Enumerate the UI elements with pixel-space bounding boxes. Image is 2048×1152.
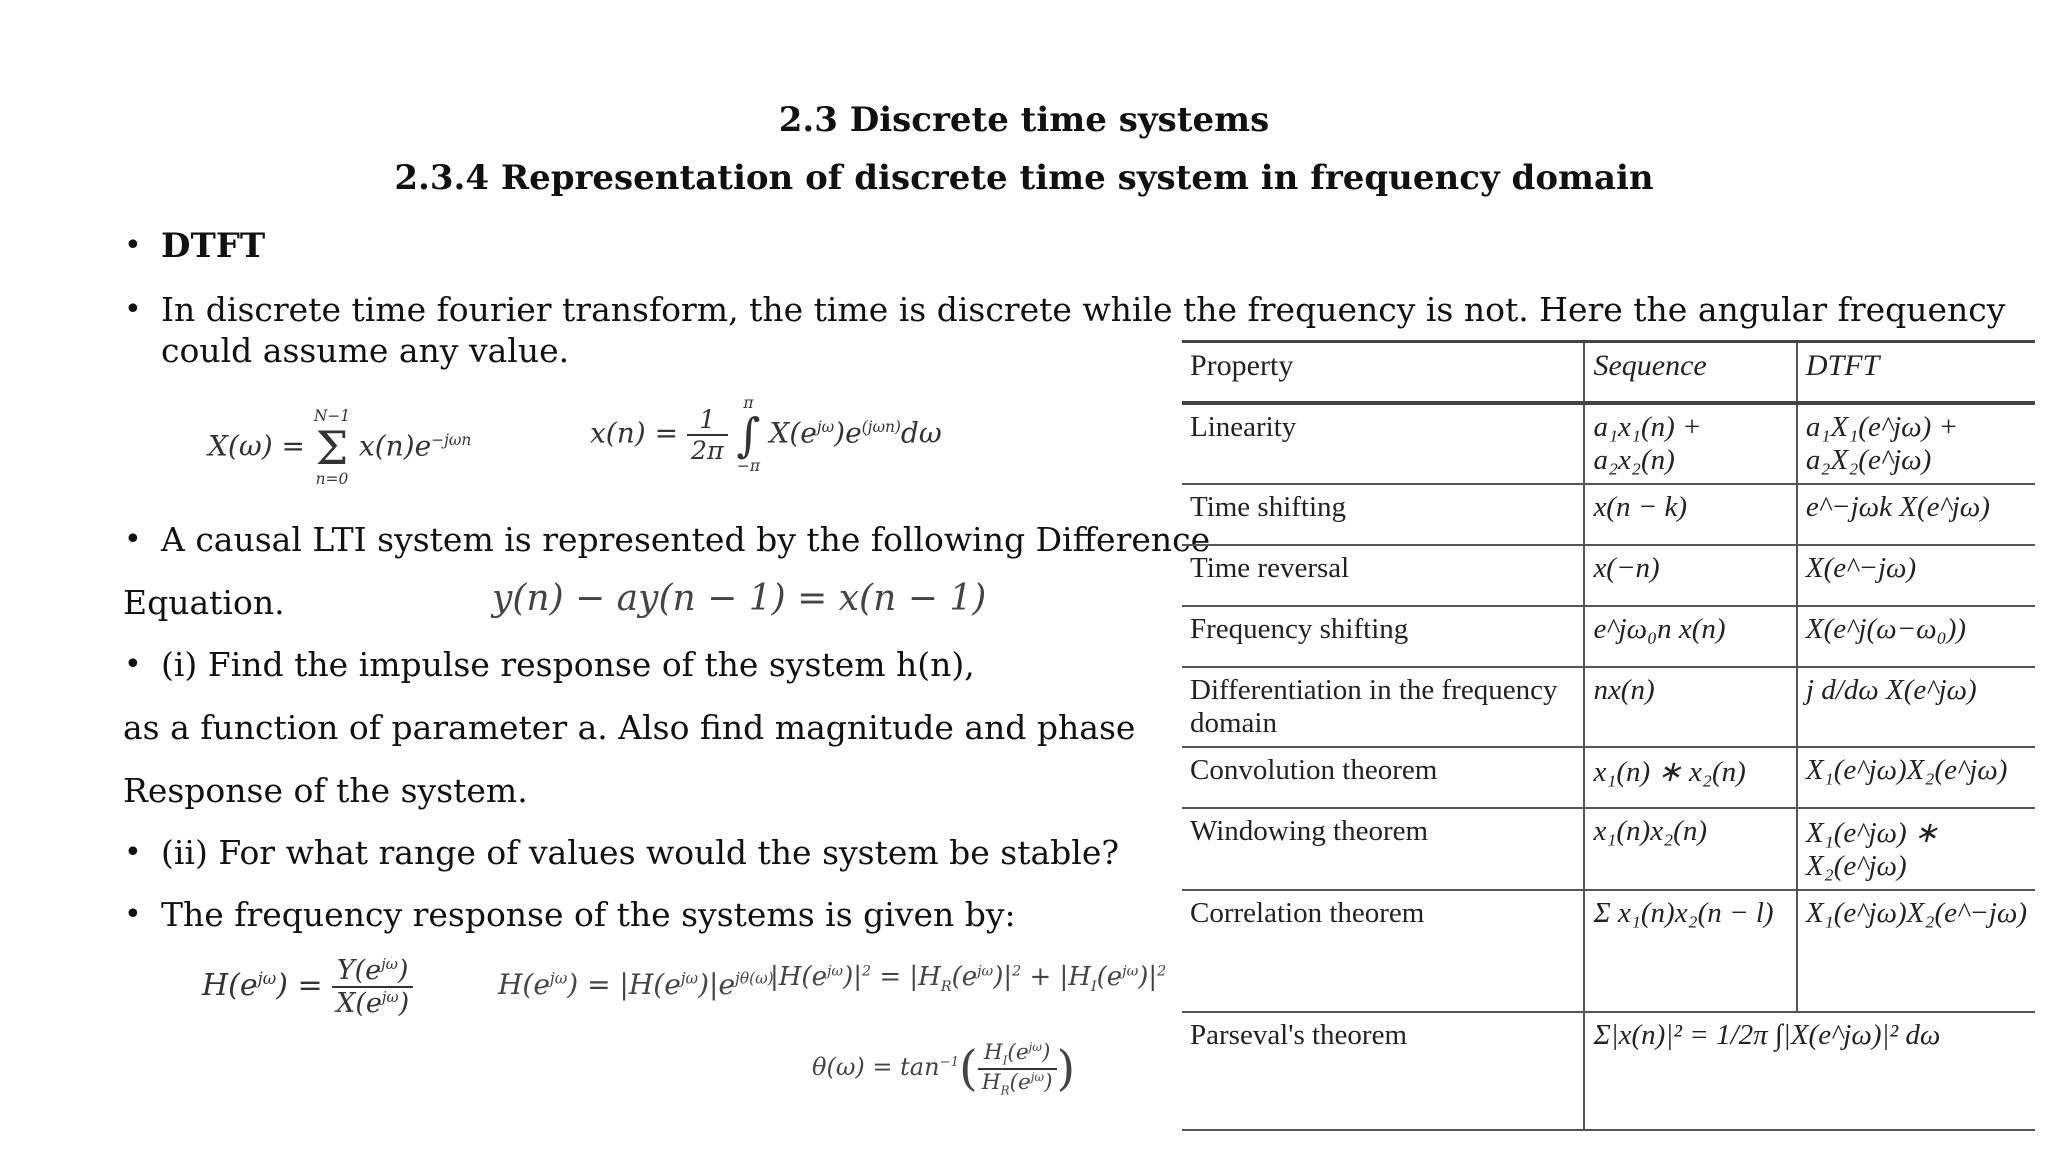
sequence-cell: nx(n) xyxy=(1584,667,1796,747)
bullet-q1: (i) Find the impulse response of the system h(n), xyxy=(161,645,975,684)
property-cell: Time shifting xyxy=(1182,484,1584,545)
sequence-cell: x₁(n) ∗ x₂(n) xyxy=(1584,747,1796,808)
bullet-marker: • xyxy=(124,897,142,932)
property-cell: Convolution theorem xyxy=(1182,747,1584,808)
table-row xyxy=(1182,890,2035,1012)
dtft-properties-table xyxy=(1182,340,2035,1131)
table-row xyxy=(1182,545,2035,606)
dtft-formula: X(ω) = N−1 Σ n=0 $x(n)e^{-j\omega n}$ xyxy=(208,407,472,489)
sequence-cell: Σ|x(n)|² = 1/2π ∫|X(e^jω)|² dω xyxy=(1584,1012,2035,1130)
phase-formula: $\theta(\omega) = \tan^{-1}$( $\frac{H_I(e^{j\omega})}{H_R(e^{j\omega})}$ ) xyxy=(812,1040,1076,1097)
header-property: Property xyxy=(1182,342,1584,403)
table-row xyxy=(1182,808,2035,890)
dtft-cell: a₁X₁(e^jω) + a₂X₂(e^jω) xyxy=(1797,403,2035,484)
table-row xyxy=(1182,1012,2035,1130)
sequence-cell: x₁(n)x₂(n) xyxy=(1584,808,1796,890)
bullet-dtft: DTFT xyxy=(161,226,266,266)
bullet-marker: • xyxy=(124,522,142,557)
bullet-intro-line2: could assume any value. xyxy=(161,331,570,370)
dtft-cell: X₁(e^jω)X₂(e^jω) xyxy=(1797,747,2035,808)
sequence-cell: e^jω₀n x(n) xyxy=(1584,606,1796,667)
property-cell: Parseval's theorem xyxy=(1182,1012,1584,1130)
bullet-q2: (ii) For what range of values would the system be stable? xyxy=(161,833,1120,872)
table-row xyxy=(1182,403,2035,484)
property-cell: Time reversal xyxy=(1182,545,1584,606)
header-sequence: Sequence xyxy=(1584,342,1796,403)
sequence-cell: x(−n) xyxy=(1584,545,1796,606)
property-cell: Correlation theorem xyxy=(1182,890,1584,1012)
property-cell: Differentiation in the frequency domain xyxy=(1182,667,1584,747)
transfer-function-formula: $H(e^{j\omega})$ = $\frac{Y(e^{j\omega})}{X(e^{j\omega})}$ xyxy=(202,955,413,1019)
dtft-cell: X(e^j(ω−ω₀)) xyxy=(1797,606,2035,667)
q1-continuation-2: Response of the system. xyxy=(123,771,528,810)
section-title: 2.3 Discrete time systems xyxy=(778,100,1270,140)
bullet-causal: A causal LTI system is represented by the following Difference xyxy=(161,520,1211,559)
dtft-cell: X₁(e^jω) ∗ X₂(e^jω) xyxy=(1797,808,2035,890)
bullet-marker: • xyxy=(124,647,142,682)
table-row xyxy=(1182,747,2035,808)
dtft-cell: j d/dω X(e^jω) xyxy=(1797,667,2035,747)
property-cell: Windowing theorem xyxy=(1182,808,1584,890)
dtft-cell: X(e^−jω) xyxy=(1797,545,2035,606)
sequence-cell: a₁x₁(n) + a₂x₂(n) xyxy=(1584,403,1796,484)
bullet-marker: • xyxy=(124,835,142,870)
subsection-title: 2.3.4 Representation of discrete time system in frequency domain xyxy=(394,158,1654,198)
bullet-marker: • xyxy=(124,292,142,327)
dtft-cell: e^−jωk X(e^jω) xyxy=(1797,484,2035,545)
equation-word: Equation. xyxy=(123,583,285,622)
table-header-row xyxy=(1182,342,2035,403)
sequence-cell: Σ x₁(n)x₂(n − l) xyxy=(1584,890,1796,1012)
header-dtft: DTFT xyxy=(1797,342,2035,403)
bullet-marker: • xyxy=(124,228,142,263)
sequence-cell: x(n − k) xyxy=(1584,484,1796,545)
table-row xyxy=(1182,484,2035,545)
table-row xyxy=(1182,606,2035,667)
property-cell: Frequency shifting xyxy=(1182,606,1584,667)
polar-form-formula: $H(e^{j\omega}) = |H(e^{j\omega})|e^{j\theta(\omega)}$ xyxy=(498,968,774,1001)
difference-equation: y(n) − ay(n − 1) = x(n − 1) xyxy=(492,578,987,619)
inverse-dtft-formula: x(n) = $\frac{1}{2\pi}$ π ∫ −π $X(e^{j\omega})e^{(j\omega n)}d\omega$ xyxy=(590,394,942,476)
bullet-frequency: The frequency response of the systems is given by: xyxy=(161,895,1016,934)
q1-continuation-1: as a function of parameter a. Also find magnitude and phase xyxy=(123,708,1136,747)
table-row xyxy=(1182,667,2035,747)
bullet-intro-line1: In discrete time fourier transform, the time is discrete while the frequency is not. Here the angular frequency xyxy=(161,290,2006,329)
magnitude-squared-formula: $|H(e^{j\omega})|^2 = |H_R(e^{j\omega})|^2 + |H_I(e^{j\omega})|^2$ xyxy=(770,962,1167,996)
dtft-cell: X₁(e^jω)X₂(e^−jω) xyxy=(1797,890,2035,1012)
property-cell: Linearity xyxy=(1182,403,1584,484)
